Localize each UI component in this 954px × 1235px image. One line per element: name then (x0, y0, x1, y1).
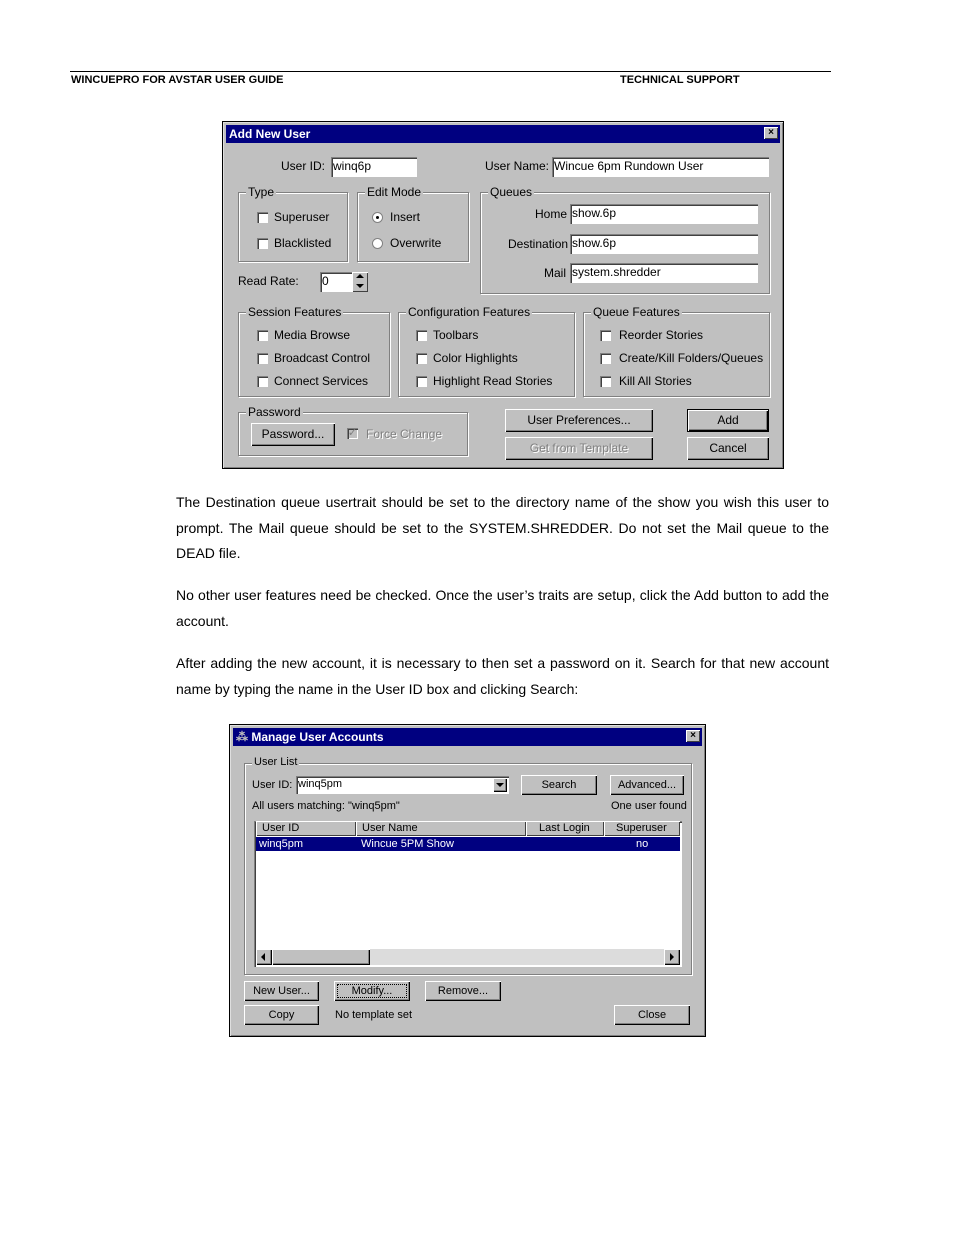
color-highlights-label: Color Highlights (433, 351, 518, 365)
highlight-read-stories-checkbox[interactable] (416, 376, 427, 387)
read-rate-field[interactable]: 0 (320, 272, 352, 292)
force-change-label: Force Change (366, 427, 443, 441)
highlight-read-stories-label: Highlight Read Stories (433, 374, 553, 388)
insert-radio[interactable] (372, 212, 383, 223)
session-features-title: Session Features (248, 305, 342, 319)
new-user-button[interactable]: New User... (244, 981, 319, 1001)
search-button[interactable]: Search (521, 775, 597, 795)
overwrite-radio[interactable] (372, 238, 383, 249)
table-row[interactable] (256, 837, 680, 851)
spin-up-icon[interactable] (356, 274, 364, 278)
app-icon: ⁂ (236, 730, 248, 744)
queue-features-group (583, 305, 770, 397)
destination-label: Destination (508, 237, 569, 251)
advanced-button[interactable]: Advanced... (610, 775, 684, 795)
overwrite-label: Overwrite (390, 236, 442, 250)
mail-label: Mail (544, 266, 567, 280)
toolbars-checkbox[interactable] (416, 330, 427, 341)
user-list-title: User List (254, 756, 298, 768)
connect-services-checkbox[interactable] (257, 376, 268, 387)
kill-all-stories-checkbox[interactable] (600, 376, 611, 387)
copy-button[interactable]: Copy (244, 1005, 319, 1025)
scroll-left-button[interactable] (256, 949, 272, 965)
matching-text: All users matching: "winq5pm" (252, 800, 400, 812)
right-arrow-icon (670, 953, 674, 961)
type-group (238, 185, 348, 262)
blacklisted-label: Blacklisted (274, 236, 332, 250)
dialog-title: Manage User Accounts (251, 730, 384, 744)
destination-field[interactable]: show.6p (570, 234, 758, 254)
broadcast-control-label: Broadcast Control (274, 351, 371, 365)
password-button[interactable]: Password... (251, 423, 335, 446)
configuration-features-title: Configuration Features (408, 305, 531, 319)
type-group-title: Type (248, 185, 275, 199)
user-preferences-button[interactable]: User Preferences... (505, 409, 653, 432)
scroll-right-button[interactable] (664, 949, 680, 965)
remove-button[interactable]: Remove... (425, 981, 501, 1001)
dropdown-button[interactable] (493, 778, 507, 792)
edit-mode-group (357, 185, 469, 262)
create-kill-folders-label: Create/Kill Folders/Queues (619, 351, 764, 365)
title-bar (233, 728, 702, 746)
insert-label: Insert (390, 210, 421, 224)
user-name-field[interactable]: Wincue 6pm Rundown User (552, 157, 769, 177)
mail-field[interactable]: system.shredder (570, 263, 758, 283)
user-name-label: User Name: (485, 159, 550, 173)
row-user-id: winq5pm (259, 838, 304, 850)
create-kill-folders-checkbox[interactable] (600, 353, 611, 364)
queues-group (480, 185, 770, 294)
reorder-stories-label: Reorder Stories (619, 328, 704, 342)
cancel-button[interactable]: Cancel (687, 437, 769, 460)
reorder-stories-checkbox[interactable] (600, 330, 611, 341)
queue-features-title: Queue Features (593, 305, 680, 319)
user-id-combo[interactable]: winq5pm (296, 776, 509, 794)
media-browse-label: Media Browse (274, 328, 351, 342)
queues-group-title: Queues (490, 185, 533, 199)
connect-services-label: Connect Services (274, 374, 369, 388)
close-icon[interactable]: × (764, 127, 778, 139)
title-bar (226, 125, 780, 143)
configuration-features-group (398, 305, 575, 397)
chevron-down-icon (496, 783, 504, 787)
modify-button[interactable]: Modify... (334, 981, 410, 1001)
user-id-field[interactable]: winq6p (331, 157, 417, 177)
broadcast-control-checkbox[interactable] (257, 353, 268, 364)
session-features-group (238, 305, 390, 397)
read-rate-label: Read Rate: (238, 274, 299, 288)
scroll-thumb[interactable] (272, 949, 370, 965)
media-browse-checkbox[interactable] (257, 330, 268, 341)
user-id-label: User ID: (281, 159, 326, 173)
column-superuser[interactable]: Superuser (604, 821, 680, 836)
close-icon[interactable]: × (686, 730, 700, 742)
close-button[interactable]: Close (614, 1005, 690, 1025)
superuser-label: Superuser (274, 210, 330, 224)
force-change-checkbox: ✓ (347, 427, 358, 439)
user-list-view[interactable] (254, 821, 682, 967)
home-label: Home (535, 207, 568, 221)
edit-mode-group-title: Edit Mode (367, 185, 422, 199)
paragraph-no-other-features: No other user features need be checked. Once the user’s traits are setup, click the Add button to add the account. (176, 587, 829, 629)
column-last-login[interactable]: Last Login (526, 821, 604, 836)
header-rule (70, 71, 831, 72)
paragraph-set-password: After adding the new account, it is necessary to then set a password on it. Search for that new account name by typing the name in the User ID box and clicking Search: (176, 655, 829, 697)
read-rate-spinner[interactable] (352, 272, 368, 292)
paragraph-destination: The Destination queue usertrait should be set to the directory name of the show you wish this user to prompt. The Mail queue should be set to the SYSTEM.SHREDDER. Do not set the Mail queue to the DEAD file. (176, 494, 829, 561)
dialog-title: Add New User (229, 127, 311, 141)
toolbars-label: Toolbars (433, 328, 479, 342)
password-group (238, 405, 468, 456)
password-group-title: Password (248, 405, 301, 419)
horizontal-scrollbar[interactable] (256, 949, 680, 965)
left-arrow-icon (261, 953, 265, 961)
user-id-label: User ID: (252, 779, 293, 791)
add-new-user-dialog (222, 121, 784, 469)
kill-all-stories-label: Kill All Stories (619, 374, 692, 388)
color-highlights-checkbox[interactable] (416, 353, 427, 364)
spin-down-icon[interactable] (356, 284, 364, 288)
found-text: One user found (611, 800, 687, 812)
template-text: No template set (335, 1009, 413, 1021)
manage-user-accounts-dialog (229, 724, 706, 1037)
blacklisted-checkbox[interactable] (257, 238, 268, 249)
add-button[interactable]: Add (687, 409, 769, 432)
get-from-template-button: Get from Template (505, 437, 653, 460)
user-list-group (244, 756, 692, 975)
header-right: TECHNICAL SUPPORT (620, 74, 740, 86)
header-left: WINCUEPRO FOR AVSTAR USER GUIDE (71, 74, 284, 86)
home-field[interactable]: show.6p (570, 204, 758, 224)
row-superuser: no (636, 838, 649, 850)
column-user-id[interactable]: User ID (256, 821, 356, 836)
column-user-name[interactable]: User Name (356, 821, 526, 836)
row-user-name: Wincue 5PM Show (361, 838, 454, 850)
superuser-checkbox[interactable] (257, 212, 268, 223)
